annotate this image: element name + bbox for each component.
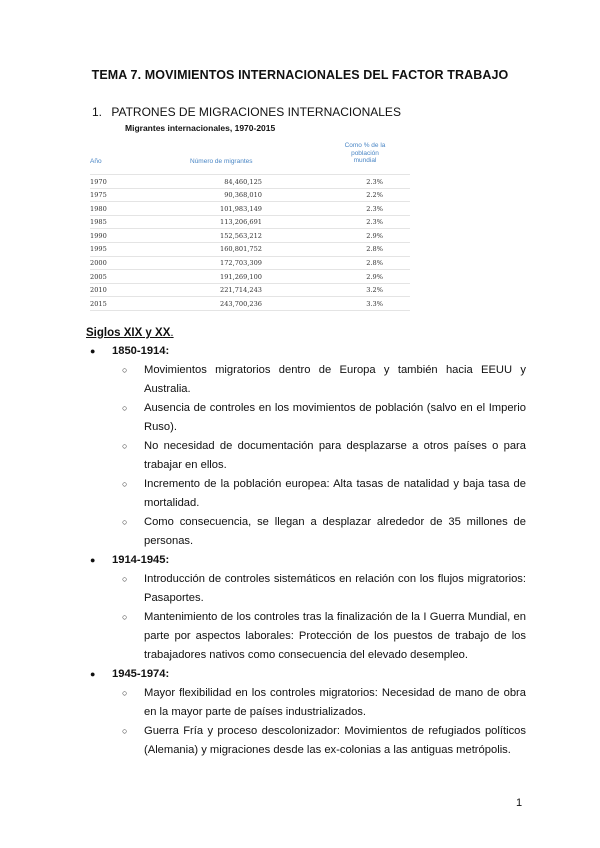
cell-count: 243,700,236: [220, 299, 262, 308]
header-pct: Como % de la población mundial: [344, 142, 386, 164]
hollow-bullet-icon: ○: [122, 479, 128, 489]
page-title: TEMA 7. MOVIMIENTOS INTERNACIONALES DEL FACTOR TRABAJO: [91, 68, 509, 82]
page-number: 1: [516, 797, 523, 809]
filled-bullet-icon: ●: [90, 669, 96, 679]
cell-year: 2015: [90, 299, 107, 308]
table-row: [90, 228, 410, 242]
cell-year: 2010: [90, 286, 107, 295]
cell-count: 221,714,243: [220, 286, 262, 295]
table-row: [90, 188, 410, 202]
migrants-table: [90, 140, 410, 311]
cell-year: 1980: [90, 204, 107, 213]
cell-pct: 2.3%: [366, 204, 383, 213]
list-item: [122, 361, 526, 399]
table-header-row: [90, 140, 410, 174]
hollow-bullet-icon: ○: [122, 574, 128, 584]
era-heading: [86, 327, 174, 339]
list-item-text: Mayor flexibilidad en los controles migratorios: Necesidad de mano de obra en la mayor parte de países industrializados.: [144, 687, 526, 718]
sub-list: [90, 361, 526, 551]
hollow-bullet-icon: ○: [122, 726, 128, 736]
period-item: [90, 665, 526, 760]
filled-bullet-icon: ●: [90, 346, 96, 356]
table-caption: Migrantes internacionales, 1970-2015: [125, 123, 276, 133]
header-year: Año: [90, 158, 102, 165]
cell-year: 1985: [90, 218, 107, 227]
cell-year: 2005: [90, 272, 107, 281]
list-item-text: Movimientos migratorios dentro de Europa y también hacia EEUU y Australia.: [144, 364, 526, 395]
cell-pct: 3.2%: [366, 286, 383, 295]
table-row: [90, 256, 410, 270]
list-item-text: Introducción de controles sistemáticos en relación con los flujos migratorios: Pasaportes.: [144, 573, 526, 604]
cell-year: 2000: [90, 259, 107, 268]
hollow-bullet-icon: ○: [122, 441, 128, 451]
cell-pct: 2.8%: [366, 245, 383, 254]
table-row: [90, 201, 410, 215]
list-item-text: Guerra Fría y proceso descolonizador: Movimientos de refugiados políticos (Alemania) y migraciones desde las ex-colonias a las antiguas metrópolis.: [144, 725, 526, 756]
cell-count: 152,563,212: [220, 231, 262, 240]
cell-count: 172,703,309: [220, 259, 262, 268]
hollow-bullet-icon: ○: [122, 403, 128, 413]
header-count: Número de migrantes: [190, 158, 253, 165]
cell-count: 90,368,010: [224, 191, 262, 200]
table-body: [90, 174, 410, 311]
section-heading-text: PATRONES DE MIGRACIONES INTERNACIONALES: [111, 105, 401, 119]
cell-pct: 2.9%: [366, 231, 383, 240]
table-row: [90, 174, 410, 188]
era-heading-suffix: .: [170, 327, 174, 339]
cell-pct: 3.3%: [366, 299, 383, 308]
period-label: 1850-1914:: [112, 345, 170, 357]
cell-count: 113,206,691: [220, 218, 262, 227]
cell-pct: 2.9%: [366, 272, 383, 281]
list-item: [122, 608, 526, 665]
cell-year: 1990: [90, 231, 107, 240]
table-row: [90, 242, 410, 256]
period-list: [90, 342, 526, 760]
period-label: 1914-1945:: [112, 554, 170, 566]
cell-pct: 2.2%: [366, 191, 383, 200]
list-item-text: No necesidad de documentación para desplazarse a otros países o para trabajar en ellos.: [144, 440, 526, 471]
period-item: [90, 551, 526, 665]
cell-count: 160,801,752: [220, 245, 262, 254]
list-item-text: Como consecuencia, se llegan a desplazar alrededor de 35 millones de personas.: [144, 516, 526, 547]
list-item: [122, 399, 526, 437]
cell-count: 84,460,125: [224, 177, 262, 186]
list-item-text: Ausencia de controles en los movimientos de población (salvo en el Imperio Ruso).: [144, 402, 526, 433]
cell-count: 101,983,149: [220, 204, 262, 213]
period-label: 1945-1974:: [112, 668, 170, 680]
table-row: [90, 269, 410, 283]
cell-year: 1970: [90, 177, 107, 186]
table-row: [90, 215, 410, 229]
list-item: [122, 513, 526, 551]
hollow-bullet-icon: ○: [122, 365, 128, 375]
cell-count: 191,269,100: [220, 272, 262, 281]
cell-year: 1995: [90, 245, 107, 254]
list-item: [122, 684, 526, 722]
section-number: 1.: [92, 105, 103, 119]
table-row: [90, 296, 410, 311]
cell-pct: 2.8%: [366, 259, 383, 268]
list-item: [122, 475, 526, 513]
table-row: [90, 283, 410, 297]
list-item-text: Incremento de la población europea: Alta tasas de natalidad y baja tasa de mortalidad.: [144, 478, 526, 509]
sub-list: [90, 570, 526, 665]
list-item: [122, 570, 526, 608]
era-heading-text: Siglos XIX y XX: [86, 327, 171, 339]
list-item: [122, 722, 526, 760]
cell-pct: 2.3%: [366, 218, 383, 227]
hollow-bullet-icon: ○: [122, 688, 128, 698]
hollow-bullet-icon: ○: [122, 517, 128, 527]
cell-year: 1975: [90, 191, 107, 200]
section-heading: [92, 105, 401, 119]
list-item-text: Mantenimiento de los controles tras la finalización de la I Guerra Mundial, en parte por aspectos laborales: Protección de los puestos de trabajo de los trabajadores nativos como consecuencia del elevado desempleo.: [144, 611, 526, 661]
cell-pct: 2.3%: [366, 177, 383, 186]
period-item: [90, 342, 526, 551]
sub-list: [90, 684, 526, 760]
hollow-bullet-icon: ○: [122, 612, 128, 622]
filled-bullet-icon: ●: [90, 555, 96, 565]
list-item: [122, 437, 526, 475]
